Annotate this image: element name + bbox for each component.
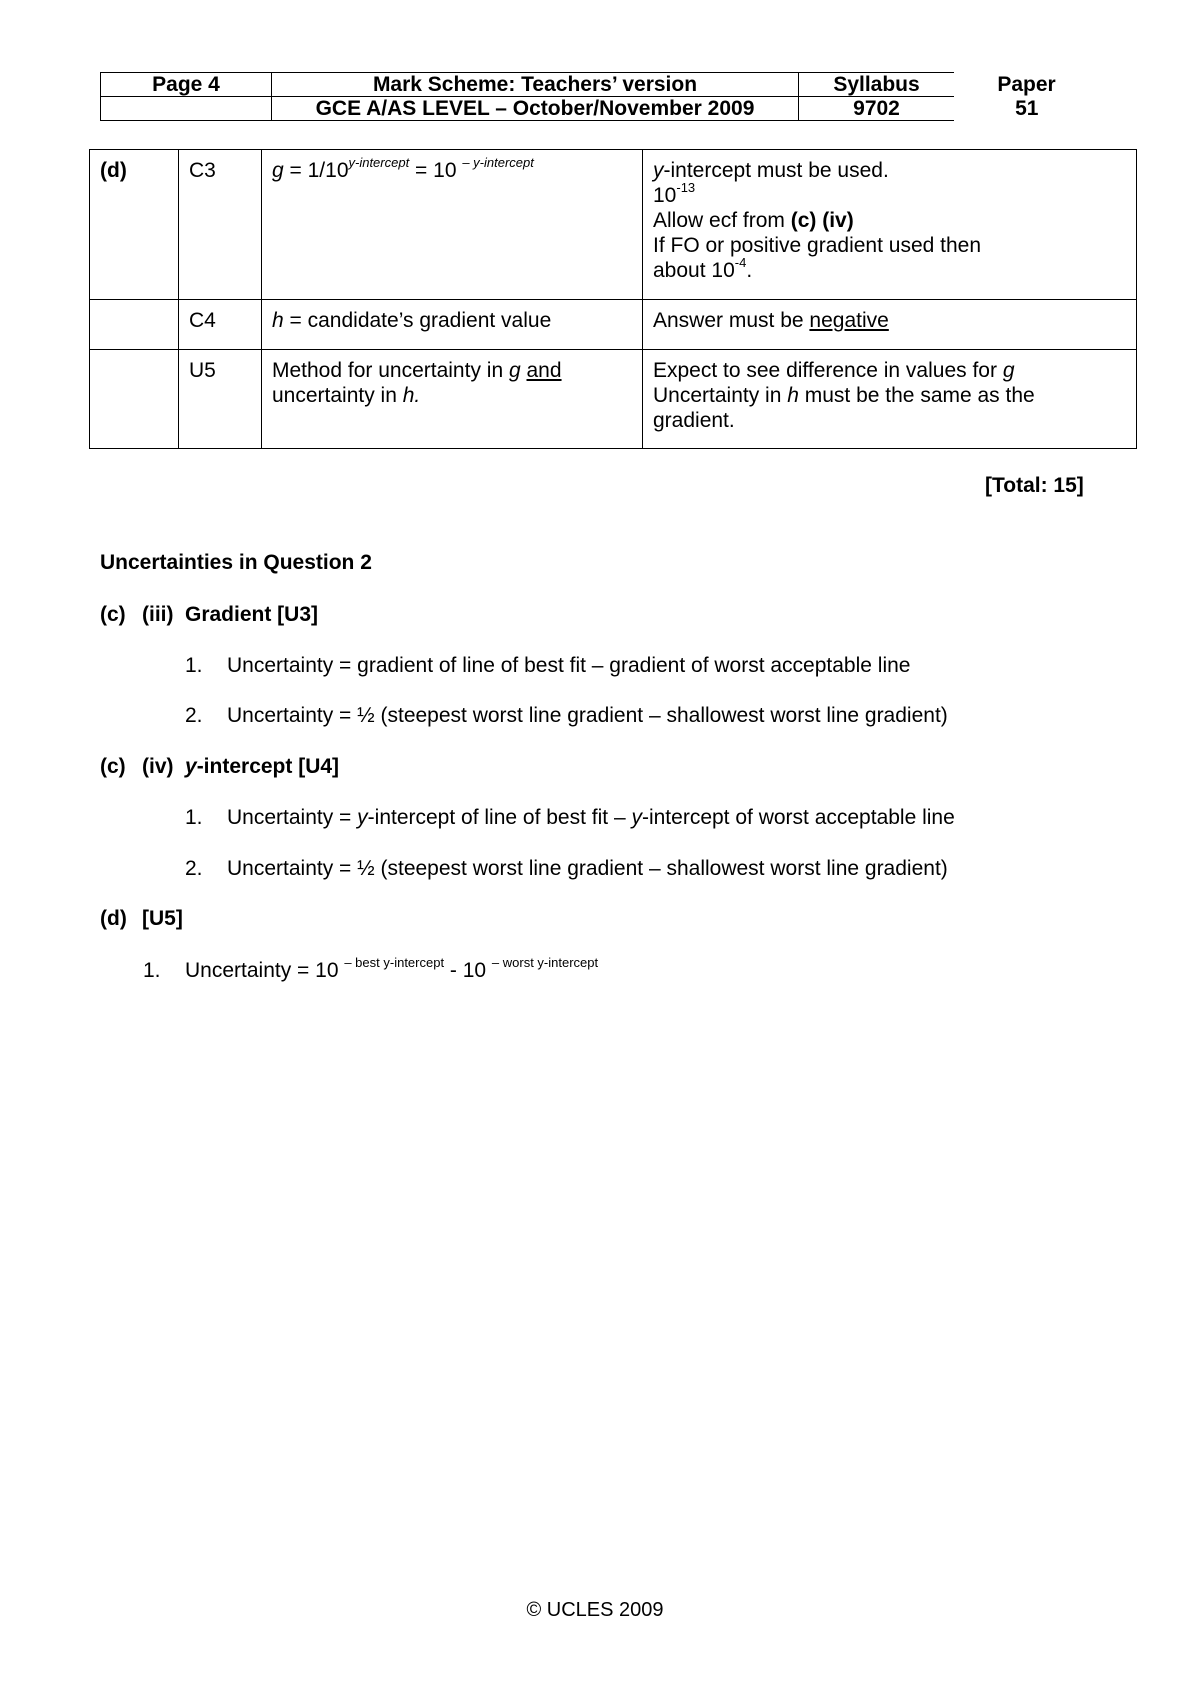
list-item-number: 2. [185, 704, 203, 727]
header-page: Page 4 [101, 73, 272, 97]
notes-cell: Expect to see difference in values for g Uncertainty in h must be the same as the gradient. [643, 350, 1137, 449]
subpart-label: [U5] [142, 907, 183, 930]
list-item-number: 1. [185, 654, 203, 677]
header-paper-label: Paper [997, 73, 1056, 96]
list-item: Uncertainty = ½ (steepest worst line gradient – shallowest worst line gradient) [227, 704, 948, 727]
mark-scheme-table [89, 149, 1137, 449]
list-item: Uncertainty = gradient of line of best fit – gradient of worst acceptable line [227, 654, 911, 677]
subpart-label: (iv) [142, 755, 174, 778]
subsection-title: Gradient [U3] [185, 603, 319, 626]
list-item-number: 1. [185, 806, 203, 829]
answer-cell: h = candidate’s gradient value [262, 300, 643, 350]
section-heading: Uncertainties in Question 2 [100, 551, 372, 574]
notes-cell: y-intercept must be used. $10^{-13}$ Allow ecf from (c) (iv) If FO or positive gradient used then about $10^{-4}$. [643, 150, 1137, 300]
part-label: (d) [100, 907, 127, 930]
part-label: (d) [90, 150, 179, 300]
notes-cell: Answer must be negative [643, 300, 1137, 350]
header-syllabus-value: 9702 [799, 97, 955, 121]
mark-code: C3 [179, 150, 262, 300]
header-title: Mark Scheme: Teachers’ version [272, 73, 799, 97]
table-row [90, 150, 1137, 300]
header-subtitle: GCE A/AS LEVEL – October/November 2009 [272, 97, 799, 121]
header-paper-value: 51 [1015, 97, 1039, 120]
list-item: Uncertainty = y-intercept of line of best fit – y-intercept of worst acceptable line [227, 806, 955, 829]
mark-code: C4 [179, 300, 262, 350]
subpart-label: (iii) [142, 603, 174, 626]
answer-cell: Method for uncertainty in g and uncertainty in h. [262, 350, 643, 449]
header-blank-cell [101, 97, 272, 121]
list-item-number: 2. [185, 857, 203, 880]
part-label: (c) [100, 755, 126, 778]
answer-cell: $g = 1/10^{y-intercept} = 10$ $^{- y-intercept}$ [262, 150, 643, 300]
footer-copyright: © UCLES 2009 [526, 1599, 664, 1621]
header-table [100, 72, 1100, 121]
header-syllabus-label: Syllabus [799, 73, 955, 97]
table-row [90, 350, 1137, 449]
list-item-number: 1. [143, 959, 161, 982]
table-row [90, 300, 1137, 350]
part-label: (c) [100, 603, 126, 626]
total-marks: [Total: 15] [985, 474, 1084, 497]
list-item: Uncertainty = ½ (steepest worst line gradient – shallowest worst line gradient) [227, 857, 948, 880]
list-item: Uncertainty = 10 $^{- best y-intercept}$ - 10 $^{- worst y-intercept}$ [185, 955, 599, 982]
mark-code: U5 [179, 350, 262, 449]
subsection-title: y-intercept [U4] [185, 755, 340, 778]
